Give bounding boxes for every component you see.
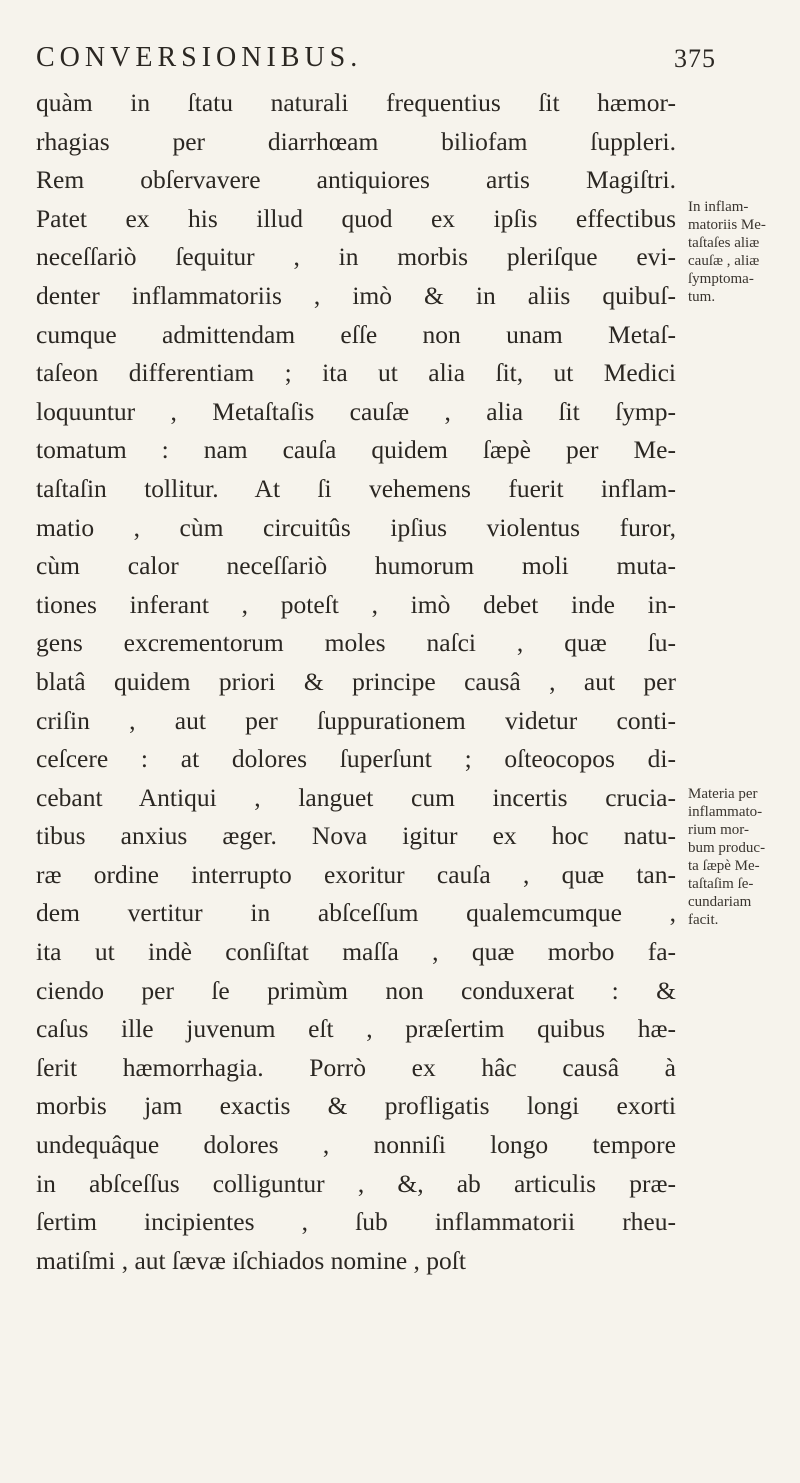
page-number: 375 (674, 44, 716, 73)
text-line: cebant Antiqui , languet cum incertis crucia- (36, 782, 676, 812)
margin-note-line: taſtaſes aliæ (688, 235, 760, 251)
text-line: loquuntur , Metaſtaſis cauſæ , alia ſit ſymp- (36, 396, 676, 426)
body-text (36, 84, 676, 1280)
text-line: caſus ille juvenum eſt , præſertim quibus hæ- (36, 1014, 676, 1044)
text-line: criſin , aut per ſuppurationem videtur conti- (36, 705, 676, 735)
margin-note-materia (688, 785, 788, 929)
margin-note-line: bum produc- (688, 840, 766, 856)
text-line: in abſceſſus colliguntur , &, ab articulis præ- (36, 1168, 676, 1198)
text-line: taſeon differentiam ; ita ut alia ſit, ut Medici (36, 358, 676, 388)
text-line: cumque admittendam eſſe non unam Metaſ- (36, 319, 676, 349)
margin-note-line: cauſæ , aliæ (688, 253, 760, 269)
margin-note-line: cundariam (688, 894, 752, 910)
running-title: CONVERSIONIBUS. (36, 42, 363, 73)
text-line: ræ ordine interrupto exoritur cauſa , quæ tan- (36, 859, 676, 889)
text-line: Patet ex his illud quod ex ipſis effectibus (36, 203, 676, 233)
text-line: ciendo per ſe primùm non conduxerat : & (36, 975, 676, 1005)
text-line: gens excrementorum moles naſci , quæ ſu- (36, 628, 676, 658)
text-line: dem vertitur in abſceſſum qualemcumque , (36, 898, 676, 928)
running-head (36, 42, 716, 82)
text-line: rhagias per diarrhœam biliofam ſuppleri. (36, 126, 676, 156)
margin-note-line: taſtaſim ſe- (688, 876, 754, 892)
text-line: taſtaſin tollitur. At ſi vehemens fuerit inflam- (36, 473, 676, 503)
text-line: Rem obſervavere antiquiores artis Magiſtri. (36, 165, 676, 195)
text-line: tiones inferant , poteſt , imò debet inde in- (36, 589, 676, 619)
margin-note-line: inflammato- (688, 804, 763, 820)
text-line: morbis jam exactis & profligatis longi exorti (36, 1091, 676, 1121)
margin-note-line: tum. (688, 289, 716, 305)
margin-note-line: ſymptoma- (688, 271, 754, 287)
text-line: ceſcere : at dolores ſuperſunt ; oſteocopos di- (36, 744, 676, 774)
text-line: ſerit hæmorrhagia. Porrò ex hâc causâ à (36, 1052, 676, 1082)
text-line: tibus anxius æger. Nova igitur ex hoc natu- (36, 821, 676, 851)
margin-note-line: ta ſæpè Me- (688, 858, 760, 874)
text-line: neceſſariò ſequitur , in morbis pleriſque evi- (36, 242, 676, 272)
margin-note-inflammation (688, 198, 788, 306)
margin-note-line: facit. (688, 912, 719, 928)
margin-note-line: Materia per (688, 786, 758, 802)
text-line: undequâque dolores , nonniſi longo tempore (36, 1130, 676, 1160)
text-line: blatâ quidem priori & principe causâ , aut per (36, 666, 676, 696)
text-line: quàm in ſtatu naturali frequentius ſit hæmor- (36, 88, 676, 117)
margin-note-line: rium mor- (688, 822, 749, 838)
text-line: ſertim incipientes , ſub inflammatorii rheu- (36, 1207, 676, 1237)
margin-note-line: matoriis Me- (688, 217, 766, 233)
text-line: denter inflammatoriis , imò & in aliis quibuſ- (36, 280, 676, 310)
text-line: matiſmi , aut ſævæ iſchiados nomine , poſt (36, 1245, 466, 1275)
text-line: ita ut indè conſiſtat maſſa , quæ morbo fa- (36, 937, 676, 967)
margin-note-line: In inflam- (688, 199, 749, 215)
text-line: tomatum : nam cauſa quidem ſæpè per Me- (36, 435, 676, 465)
text-line: matio , cùm circuitûs ipſius violentus furor, (36, 512, 676, 542)
text-line: cùm calor neceſſariò humorum moli muta- (36, 551, 676, 581)
